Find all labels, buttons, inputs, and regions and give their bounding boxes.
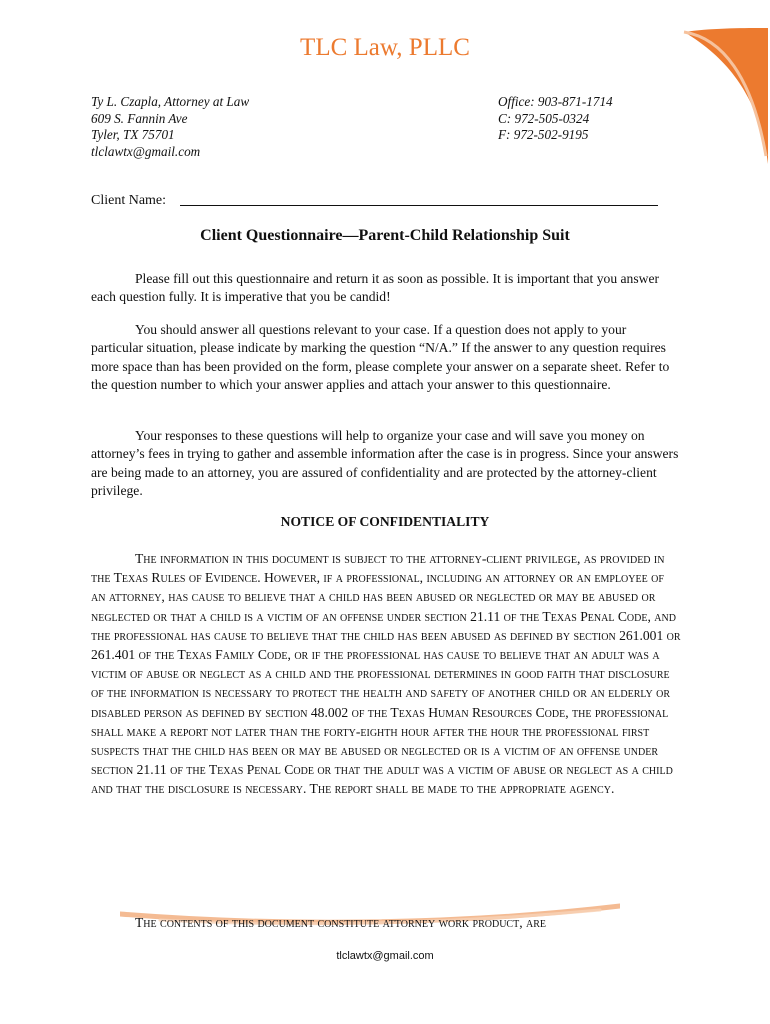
work-product-notice: The contents of this document constitute attorney work product, are	[135, 915, 546, 930]
phone-contact-block	[498, 94, 613, 144]
firm-name: TLC Law, PLLC	[300, 34, 470, 61]
attorney-contact-block	[91, 94, 249, 160]
address-line-2: Tyler, TX 75701	[91, 127, 175, 142]
office-phone: Office: 903-871-1714	[498, 94, 613, 109]
corner-swoosh-decoration	[682, 26, 770, 166]
footer-email: tlclawtx@gmail.com	[336, 950, 434, 962]
client-name-row	[91, 193, 658, 209]
intro-paragraph-3: Your responses to these questions will help to organize your case and will save you money on attorney’s fees in trying to gather and assemble information after the case is in progress. Since your answers are being made to an attorney, you are assured of confidentiality and are protected by the attorney-client privilege.	[91, 428, 679, 498]
notice-body: The information in this document is subject to the attorney-client privilege, as provided in the Texas Rules of Evidence. However, if a professional, including an attorney or an employee of an attorney, has cause to believe that a child has been abused or neglected or may be abused or neglected or that a child is a victim of an offense under section 21.11 of the Texas Penal Code, and the professional has cause to believe that the child has been abused as defined by section 261.001 or 261.401 of the Texas Family Code, or if the professional has cause to believe that an adult was a victim of abuse or neglect as a child and the professional determines in good faith that disclosure of the information is necessary to protect the health and safety of another child or an elderly or disabled person as defined by section 48.002 of the Texas Human Resources Code, the professional shall make a report not later than the forty-eighth hour after the hour the professional first suspects that the child has been or may be abused or neglected or is a victim of an offense under section 21.11 of the Texas Penal Code or that the adult was a victim of abuse or neglect as a child and that the disclosure is necessary. The report shall be made to the appropriate agency.	[91, 551, 681, 797]
notice-heading: NOTICE OF CONFIDENTIALITY	[280, 514, 490, 529]
intro-paragraph-1: Please fill out this questionnaire and return it as soon as possible. It is important that you answer each question fully. It is imperative that you be candid!	[91, 271, 660, 305]
client-name-label: Client Name:	[91, 193, 167, 208]
email-address: tlclawtx@gmail.com	[91, 143, 201, 159]
intro-paragraph-2: You should answer all questions relevant to your case. If a question does not apply to your particular situation, please indicate by marking the question “N/A.” If the answer to any question requires more space than has been provided on the form, please complete your answer on a separate sheet. Refer to the question number to which your answer applies and attach your answer to this questionnaire.	[91, 322, 670, 392]
client-name-field[interactable]	[180, 193, 658, 206]
cell-phone: C: 972-505-0324	[498, 110, 590, 126]
fax-number: F: 972-502-9195	[498, 127, 589, 142]
document-title: Client Questionnaire—Parent-Child Relationship Suit	[200, 227, 570, 244]
address-line-1: 609 S. Fannin Ave	[91, 110, 188, 126]
attorney-name: Ty L. Czapla, Attorney at Law	[91, 94, 250, 109]
